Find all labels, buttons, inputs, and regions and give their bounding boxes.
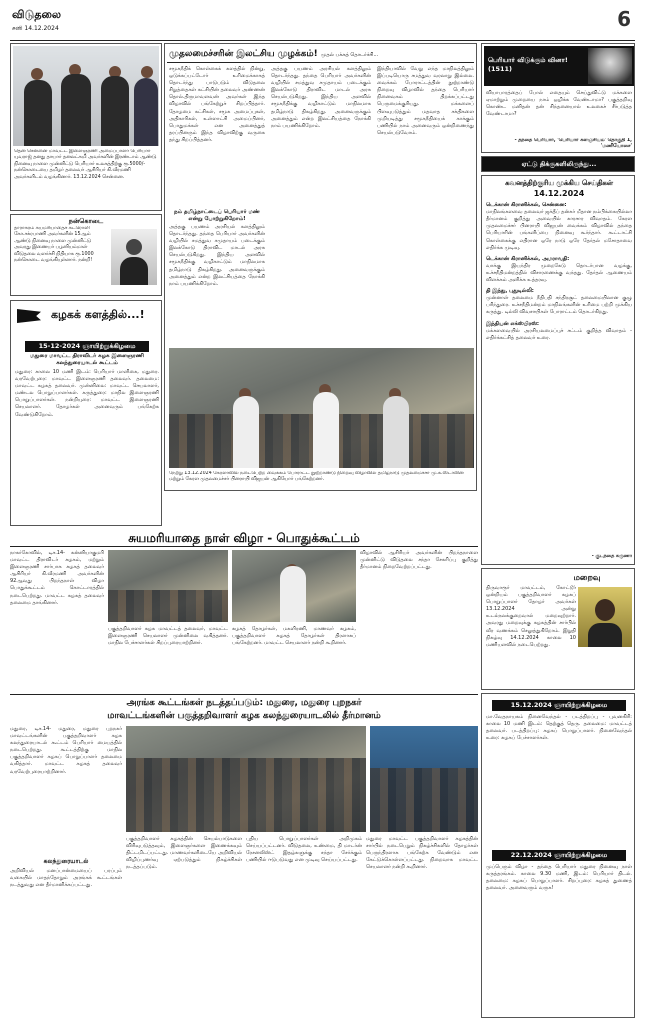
news-digest [481,175,635,565]
cm-event-photo [169,348,474,468]
madurai-group-photo-2 [370,726,478,832]
kazhagam-box [10,300,162,526]
event2-date: 22.12.2024 ஞாயிற்றுக்கிழமை [492,850,626,861]
digest-title: கவனத்திற்குரிய முக்கிய செய்திகள் [505,179,613,187]
self-respect-col4: விழாவில் ஆசிரியர் அவர்களின் பிறந்தநாளை முன்னிட்டு விடுதலை சந்தா சேகரிப்பு குறித்து தீர்மானம் நிறைவேற்றப்பட்டது. [360,550,478,571]
cm-col3: இந்தியாவில் வேறு எந்த மாநிலத்திலும் இப்படியொரு சமத்துவ வரலாறு இல்லை. வைக்கம் போராட்டத்தின் நூற்றாண்டு நிறைவு விழாவில் தந்தை பெரியார் நினைவகம் திறக்கப்பட்டது பெருமைக்குரியது. மக்களைப் பிளவுபடுத்தும் மதவாத சக்திகளை முறியடித்து சமூகநீதியைக் காக்கும் பணியில் நாம் அனைவரும் ஒன்றிணைந்து செயல்படுவோம். [377,66,474,136]
madurai-col3: புதிய பொறுப்பாளர்கள் அறிமுகம் செய்யப்பட்டனர். விடுதலை, உண்மை, தி மாடர்ன் ரேசனலிஸ்ட் இதழ்களுக்கு சந்தா சேர்க்கும் பணியில் ஈடுபடுவது என முடிவு செய்யப்பட்டது. [246,836,362,864]
donor-portrait [111,229,157,285]
cm-subheading: நம் தமிழ்நாட்டைப் பெரியார் மண் என்று போற்றுகிறோம்! [174,209,260,223]
digest-section-text: மாநிலங்களவை தலைவர் ஜக்தீப் தன்கர் மீதான நம்பிக்கையில்லா தீர்மானம் குறித்து அவையில் காரசார விவாதம். கேரள முதலமைச்சர் பினராயி விஜயன் வைக்கம் விழாவில் தந்தை பெரியாரின் பங்களிப்பை நினைவு கூர்ந்தார். கூட்டாட்சி கொள்கைக்கு எதிரான ஒரே நாடு ஒரே தேர்தல் மசோதாவை எதிர்க்க முடிவு. [486,209,632,251]
kazhagam-body: மதுரை: காலை 10 மணி இடம்: பெரியார் மாளிகை, மதுரை. வரவேற்புரை: மாவட்ட இளைஞரணி தலைவர். தலைமை: மாவட்ட கழகத் தலைவர். முன்னிலை: மாவட்ட செயலாளர், மண்டல பொறுப்பாளர்கள். கருத்துரை: மாநில இளைஞரணி பொறுப்பாளர்கள். நன்றியுரை: மாவட்ட இளைஞரணி செயலாளர். தோழர்கள் அனைவரும் பங்கேற்க வேண்டுகிறோம். [15,369,159,418]
donation-note-box [10,214,162,296]
self-respect-photo-2 [232,550,356,622]
digest-section-heading: டெக்கான் கிரானிக்கல், அமராவதி: [486,255,570,262]
digest-sections [486,202,632,552]
donation-title: நன்கொடை [68,217,104,225]
self-respect-col3: கழகத் தோழர்கள், மகளிரணி, மாணவர் கழகம், பகுத்தறிவாளர் கழகத் தோழர்கள் திரளாகப் பங்கேற்றனர். மாவட்ட செயலாளர் நன்றி கூறினார். [232,626,356,647]
self-respect-title: சுயமரியாதை நாள் விழா - பொதுக்கூட்டம் [128,531,360,545]
periyar-signature: - தந்தை பெரியார், 'பெரியார் களஞ்சியம்' தொகுதி 1, 'மணியோசை' [514,138,632,150]
memorial-title: மறைவு [573,573,601,582]
cm-col2: அத்தகு பயணம் அரசியல் களத்திலும் தொடர்ந்தது. தந்தை பெரியார் அவர்களின் வழியில் சமத்துவ சமுதாயம் படைக்கும் இலக்கோடு திராவிட மாடல் அரசு செயல்படுகிறது. இந்திய அளவில் சமூகநீதிக்கு வழிகாட்டும் மாநிலமாக தமிழ்நாடு திகழ்கிறது. அனைவருக்கும் அனைத்தும் என்ற இலட்சியத்தை நோக்கி நாம் பயணிக்கிறோம். [169,224,265,287]
periyar-portrait [588,48,632,84]
digest-section-text: மக்களவையில் அரசியலமைப்புச் சட்டம் குறித்த விவாதம் - எதிர்க்கட்சித் தலைவர் உரை. [486,327,632,341]
events-box [481,693,635,1018]
donation-photo-block [10,43,162,211]
digest-section-heading: இந்தியன் எக்ஸ்பிரஸ்: [486,320,539,327]
kazhagam-date: 15-12-2024 ஞாயிற்றுக்கிழமை [25,341,149,352]
cm-story [164,43,477,491]
quote-title: ஏட்டு திக்குகளிலிருந்து... [521,160,597,168]
quote-strip [481,156,635,172]
cm-headline-suffix: முதல் பக்கத் தொடர்ச்சி... [320,52,379,58]
madurai-col1: மதுரை, டிச.14- மதுரை, மதுரை புறநகர் மாவட்டங்களின் பகுத்தறிவாளர் கழக கலந்துரையாடல் கூட்டம் பெரியார் மையத்தில் நடைபெற்றது. கூட்டத்திற்கு மாநில பகுத்தறிவாளர் கழகப் பொறுப்பாளர் தலைமை வகித்தார். மாவட்ட கழகத் தலைவர் வரவேற்புரையாற்றினார். [10,726,122,775]
periyar-banner [484,46,634,86]
digest-section-text: முன்னாள் தலைமை நீதிபதி சந்திரசூட் தலைமையிலான குழு பரிந்துரை. உச்சநீதிமன்றம் மாநிலங்களின் உரிமை பற்றி முக்கிய கருத்து. டில்லி விவசாயிகள் போராட்டம் தொடர்கிறது. [486,295,632,316]
event1-text: மா.வேதநாயகம் நினைவேந்தல் - படத்திறப்பு - புவனகிரி: காலை 10 மணி இடம்: தெற்குத் தெரு. தலைமை: மாவட்டத் தலைவர். படத்திறப்பு: கழகப் பொறுப்பாளர். நினைவேந்தல் உரை: கழகப் பேச்சாளர்கள். [486,714,632,742]
periyar-box [481,43,635,153]
digest-section-heading: தி இந்து, புதுடில்லி: [486,288,534,295]
memorial-box [481,568,635,690]
donation-photo [13,46,159,146]
self-respect-photo-1 [108,550,228,622]
cm-headline-main: முதலமைச்சரின் இலட்சிய முழக்கம்! [169,49,318,59]
madurai-subheading: கலந்துரையாடல் [43,858,89,865]
donation-photo-caption: தென் சென்னை மாவட்ட இளைஞரணி அமைப்பாளர் பெரியார் யுவராஜ் தனது தாயார் தனலட்சுமி அவர்களின் இரண்டாம் ஆண்டு நினைவு நாளை முன்னிட்டு பெரியார் உலகத்திற்கு ரூ.5000/- நன்கொடையை தமிழர் தலைவர் ஆசிரியர் கி.வீரமணி அவர்களிடம் வழங்கினார். 13.12.2024 சென்னை. [14,149,157,180]
masthead [10,6,635,40]
self-respect-lead: நாகர்கோவில், டிச.14- கன்னியாகுமரி மாவட்ட திராவிடர் கழகம், மற்றும் இளைஞரணி சார்பாக கழகத் தலைவர் ஆசிரியர் கி.வீரமணி அவர்களின் 92ஆவது பிறந்தநாள் விழா பொதுக்கூட்டம் கொட்டாரத்தில் நடைபெற்றது. மாவட்ட கழகத் தலைவர் தலைமை தாங்கினார். [10,550,104,606]
donation-text: தாராசுரம் சுயமரியாதைச் சுடரொளி கோ.சக்ரபாணி அவர்களின் 15ஆம் ஆண்டு நினைவு நாளை முன்னிட்டு அவரது இணையர் பழனியம்மாள் விடுதலை வளர்ச்சி நிதியாக ரூ.1000 நன்கொடை வழங்கியுள்ளார். நன்றி! [14,226,94,264]
madurai-headline-1: அரங்க கூட்டங்கள் நடத்தப்படும்: மதுரை, மதுரை புறநகர் [126,698,362,708]
digest-section-heading: டெக்கான் கிரானிக்கல், சென்னை: [486,202,567,208]
event1-date: 15.12.2024 ஞாயிற்றுக்கிழமை [492,700,626,711]
madurai-col2: பகுத்தறிவாளர் கழகத்தின் செயல்பாடுகளை விரிவுபடுத்தவும், இளைஞர்களை இணைக்கவும் திட்டமிடப்பட்டது. மாணவர்களிடையே அறிவியல் விழிப்புணர்வு ஏற்படுத்தும் நிகழ்ச்சிகள் நடத்தப்படும். [126,836,242,871]
cm-photo-caption: நேற்று 13.12.2024 கேரளாவில் நடைபெற்ற வைக்கம் போராட்ட நூற்றாண்டு நிறைவு விழாவில் தமிழ்நாடு முதலமைச்சர் மு.க.ஸ்டாலின் மற்றும் கேரள முதலமைச்சர் பினராயி விஜயன் ஆகியோர் பங்கேற்றனர். [169,471,464,483]
madurai-col4: மதுரை மாவட்ட பகுத்தறிவாளர் கழகத்தின் சார்பில் நடைபெறும் நிகழ்ச்சிகளில் தோழர்கள் பெருந்திரளாக பங்கேற்க வேண்டும் என கேட்டுக்கொள்ளப்பட்டது. நிறைவாக மாவட்ட செயலாளர் நன்றி கூறினார். [366,836,478,871]
page-number: 6 [617,7,631,31]
masthead-rule [10,40,635,41]
memorial-portrait [578,587,632,647]
cm-col1: சமூகநீதிக் கொள்கைக் களத்தில் நின்று, ஒடுக்கப்பட்டோர் உரிமைக்காகத் தொடர்ந்து பாடுபடும் விடுதலை சிறுத்தைகள் கட்சியின் தலைவர் அண்ணன் தொல்.திருமாவளவன் அவர்கள் இந்த விழாவில் பங்கேற்றுச் சிறப்பித்தார். தோழமை கட்சிகள், சமூக அமைப்புகள், அதிகாரிகள், உள்ளாட்சி அமைப்பினர், பொதுமக்கள் என அனைத்துத் தரப்பினரும் இந்த விழாவிற்கு வருகை தந்து சிறப்பித்தனர். [169,66,265,143]
kazhagam-title: கழகக் களத்தில்...! [51,309,145,321]
flag-icon [17,309,41,323]
periyar-title: பெரியார் விடுக்கும் வினா! (1511) [488,56,568,73]
digest-date: 14.12.2024 [533,189,585,198]
memorial-text: திருவாரூர் மாவட்டம், கோட்டூர் ஒன்றியம் பகுத்தறிவாளர் கழகப் பொறுப்பாளர் தோழர் அவர்கள் 13.12.2024 அன்று உடல்நலக்குறைவால் மறைவுற்றார். அவரது மறைவுக்கு கழகத்தின் சார்பில் வீர வணக்கம் செலுத்துகிறோம். இறுதி நிகழ்வு 14.12.2024 காலை 10 மணியளவில் நடைபெற்றது. [486,585,576,648]
self-respect-col2: பகுத்தறிவாளர் கழக மாவட்டத் தலைவர், மாவட்ட இளைஞரணி செயலாளர் முன்னிலை வகித்தனர். மாநில பேச்சாளர்கள் சிறப்புரையாற்றினர். [108,626,228,647]
kazhagam-event-heading: மதுரை மாவட்ட திராவிடர் கழக இளைஞரணி கலந்துரையாடல் கூட்டம் [30,353,144,367]
madurai-group-photo-1 [126,726,366,832]
cm-col2b: அத்தகு பயணம் அரசியல் களத்திலும் தொடர்ந்தது. தந்தை பெரியார் அவர்களின் வழியில் சமத்துவ சமுதாயம் படைக்கும் இலக்கோடு திராவிட மாடல் அரசு செயல்படுகிறது. இந்திய அளவில் சமூகநீதிக்கு வழிகாட்டும் மாநிலமாக தமிழ்நாடு திகழ்கிறது. அனைவருக்கும் அனைத்தும் என்ற இலட்சியத்தை நோக்கி நாம் பயணிக்கிறோம். [271,66,371,129]
event2-text: முப்பெரும் விழா - தந்தை பெரியார் மதுரை நினைவு நாள் கருத்தரங்கம். காலை 9.30 மணி, இடம்: பெரியார் திடல். தலைமை: கழகப் பொறுப்பாளர். சிறப்புரை: கழகத் துணைத் தலைவர். அனைவரும் வருக! [486,864,632,892]
periyar-body: வியாபாரத்தைப் போல் எதையும் செய்துவிட்டு மக்களை ஏமாற்றும் முறையை நாம் ஒழிக்க வேண்டாமா? பகுத்தறிவு கொண்ட மனிதன் தன் சிந்தனையால் உலகைச் சீர்படுத்த வேண்டாமா? [486,90,632,118]
madurai-headline-2: மாவட்டங்களின் பகுத்தறிவாளர் கழக கலந்துரையாடலில் தீர்மானம் [107,711,381,721]
issue-date: சனி 14.12.2024 [12,25,59,32]
cm-headline [169,48,474,60]
digest-credit: - குடந்தை கருணா [591,554,632,559]
digest-section-text: வாக்கு இயந்திர முறைகேடு தொடர்பான வழக்கு, உச்சநீதிமன்றத்தில் விசாரணைக்கு வந்தது. தேர்தல் ஆணையம் விளக்கம் அளிக்க உத்தரவு. [486,262,632,284]
paper-name: விடுதலை [12,8,62,21]
madurai-col1b: அறிவியல் மனப்பான்மையைப் பரப்பும் வகையில் மாதந்தோறும் அரங்கக் கூட்டங்கள் நடத்துவது என தீர்மானிக்கப்பட்டது. [10,868,122,889]
